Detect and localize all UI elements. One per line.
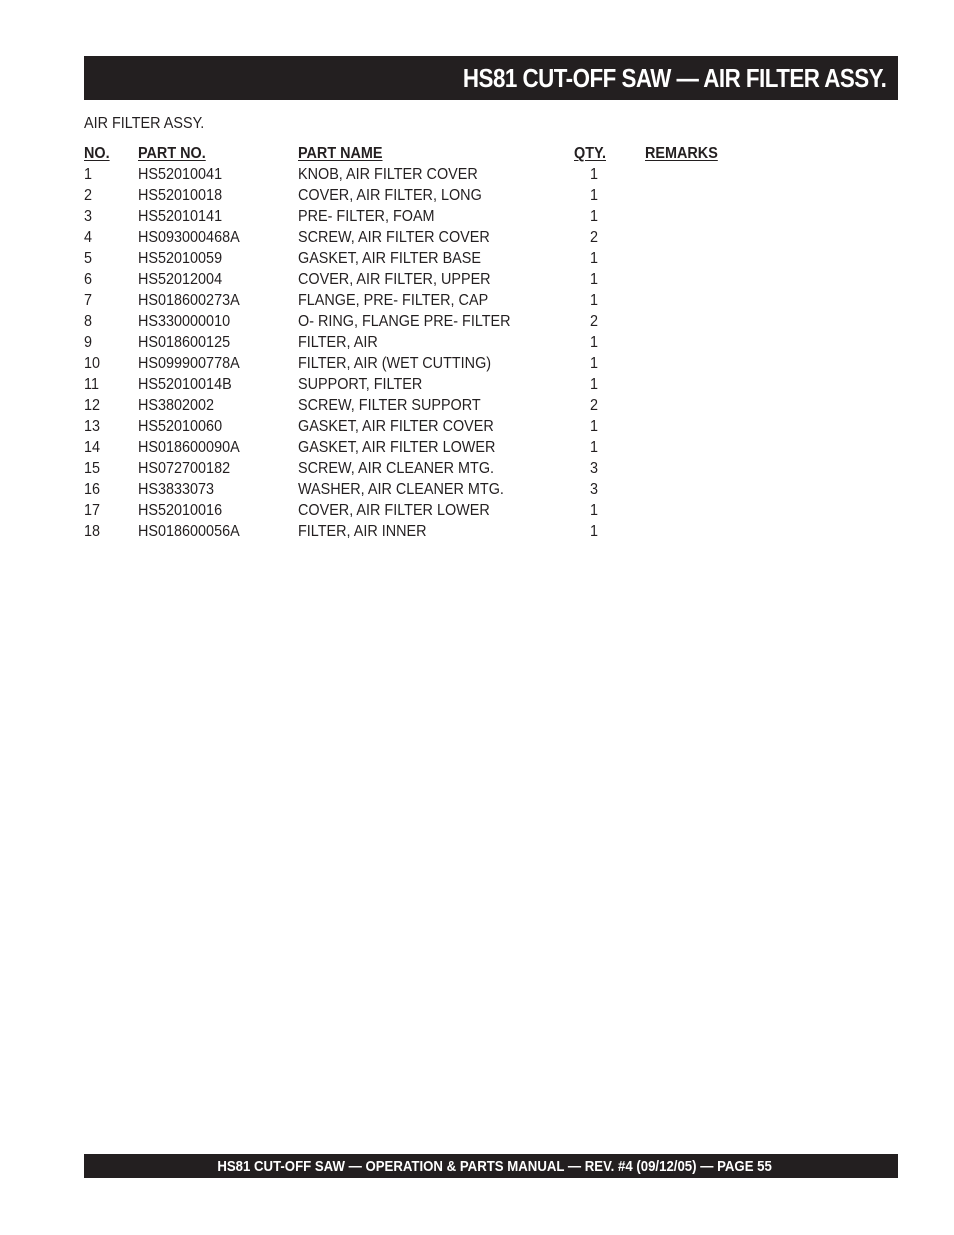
column-header-part-name: PART NAME <box>298 145 383 162</box>
table-row <box>84 332 764 353</box>
cell-no: 13 <box>84 418 101 435</box>
parts-table <box>84 143 764 542</box>
cell-part-name: SCREW, FILTER SUPPORT <box>298 397 481 414</box>
cell-part-name: O- RING, FLANGE PRE- FILTER <box>298 313 511 330</box>
cell-no: 9 <box>84 334 93 351</box>
cell-part-no: HS018600090A <box>138 439 240 456</box>
column-header-no: NO. <box>84 145 110 162</box>
cell-part-name: SCREW, AIR FILTER COVER <box>298 229 490 246</box>
cell-part-no: HS099900778A <box>138 355 240 372</box>
table-row <box>84 164 764 185</box>
cell-part-no: HS072700182 <box>138 460 231 477</box>
section-label: AIR FILTER ASSY. <box>84 115 205 132</box>
table-row <box>84 437 764 458</box>
table-row <box>84 416 764 437</box>
table-row <box>84 479 764 500</box>
cell-part-no: HS018600273A <box>138 292 240 309</box>
cell-no: 2 <box>84 187 93 204</box>
cell-no: 4 <box>84 229 93 246</box>
cell-part-no: HS52010016 <box>138 502 223 519</box>
cell-qty: 1 <box>589 166 599 183</box>
cell-no: 10 <box>84 355 101 372</box>
cell-no: 5 <box>84 250 93 267</box>
page-footer-bar <box>84 1154 898 1178</box>
cell-no: 8 <box>84 313 93 330</box>
cell-part-no: HS52010060 <box>138 418 223 435</box>
cell-no: 7 <box>84 292 93 309</box>
cell-part-name: WASHER, AIR CLEANER MTG. <box>298 481 504 498</box>
cell-part-no: HS52010018 <box>138 187 223 204</box>
table-row <box>84 185 764 206</box>
cell-qty: 1 <box>589 271 599 288</box>
table-row <box>84 521 764 542</box>
table-row <box>84 500 764 521</box>
cell-part-name: FLANGE, PRE- FILTER, CAP <box>298 292 489 309</box>
cell-no: 15 <box>84 460 101 477</box>
cell-part-name: GASKET, AIR FILTER COVER <box>298 418 494 435</box>
cell-qty: 1 <box>589 292 599 309</box>
cell-no: 11 <box>84 376 99 393</box>
cell-part-no: HS018600056A <box>138 523 240 540</box>
cell-no: 1 <box>84 166 93 183</box>
cell-part-no: HS018600125 <box>138 334 231 351</box>
cell-part-no: HS52012004 <box>138 271 223 288</box>
column-header-part-no: PART NO. <box>138 145 206 162</box>
cell-part-name: GASKET, AIR FILTER BASE <box>298 250 481 267</box>
cell-qty: 1 <box>589 502 599 519</box>
cell-no: 6 <box>84 271 93 288</box>
cell-part-no: HS093000468A <box>138 229 240 246</box>
page-header-bar <box>84 56 898 100</box>
cell-qty: 1 <box>589 418 599 435</box>
cell-part-no: HS3802002 <box>138 397 215 414</box>
cell-no: 17 <box>84 502 101 519</box>
cell-part-name: SUPPORT, FILTER <box>298 376 423 393</box>
cell-part-name: FILTER, AIR <box>298 334 378 351</box>
cell-qty: 2 <box>589 229 599 246</box>
cell-part-name: COVER, AIR FILTER, UPPER <box>298 271 491 288</box>
cell-part-no: HS52010059 <box>138 250 223 267</box>
cell-no: 3 <box>84 208 93 225</box>
cell-qty: 1 <box>589 208 599 225</box>
cell-part-name: PRE- FILTER, FOAM <box>298 208 435 225</box>
cell-part-name: SCREW, AIR CLEANER MTG. <box>298 460 495 477</box>
cell-qty: 1 <box>589 439 599 456</box>
table-row <box>84 290 764 311</box>
table-row <box>84 269 764 290</box>
cell-qty: 1 <box>589 250 599 267</box>
cell-no: 16 <box>84 481 101 498</box>
cell-qty: 1 <box>589 187 599 204</box>
table-row <box>84 353 764 374</box>
cell-qty: 1 <box>589 355 599 372</box>
page-footer: HS81 CUT-OFF SAW — OPERATION & PARTS MANUAL — REV. #4 (09/12/05) — PAGE 55 <box>217 1157 772 1175</box>
cell-no: 14 <box>84 439 101 456</box>
table-row <box>84 395 764 416</box>
table-row <box>84 311 764 332</box>
cell-part-name: COVER, AIR FILTER, LONG <box>298 187 482 204</box>
column-header-remarks: REMARKS <box>645 145 718 162</box>
table-row <box>84 458 764 479</box>
cell-part-no: HS52010041 <box>138 166 223 183</box>
cell-qty: 2 <box>589 313 599 330</box>
table-header-row <box>84 143 764 164</box>
table-row <box>84 227 764 248</box>
cell-part-no: HS52010141 <box>138 208 223 225</box>
cell-part-name: KNOB, AIR FILTER COVER <box>298 166 478 183</box>
cell-qty: 2 <box>589 397 599 414</box>
cell-part-no: HS52010014B <box>138 376 232 393</box>
cell-part-name: GASKET, AIR FILTER LOWER <box>298 439 496 456</box>
table-row <box>84 248 764 269</box>
table-row <box>84 374 764 395</box>
cell-part-name: FILTER, AIR INNER <box>298 523 427 540</box>
cell-no: 12 <box>84 397 101 414</box>
cell-qty: 3 <box>589 481 599 498</box>
column-header-qty: QTY. <box>574 145 607 162</box>
cell-part-name: COVER, AIR FILTER LOWER <box>298 502 490 519</box>
table-row <box>84 206 764 227</box>
cell-part-no: HS330000010 <box>138 313 231 330</box>
cell-part-name: FILTER, AIR (WET CUTTING) <box>298 355 492 372</box>
cell-qty: 1 <box>589 523 599 540</box>
cell-qty: 1 <box>589 376 599 393</box>
cell-qty: 3 <box>589 460 599 477</box>
cell-qty: 1 <box>589 334 599 351</box>
table-body <box>84 164 764 542</box>
cell-no: 18 <box>84 523 101 540</box>
page-title: HS81 CUT-OFF SAW — AIR FILTER ASSY. <box>462 62 886 93</box>
cell-part-no: HS3833073 <box>138 481 215 498</box>
